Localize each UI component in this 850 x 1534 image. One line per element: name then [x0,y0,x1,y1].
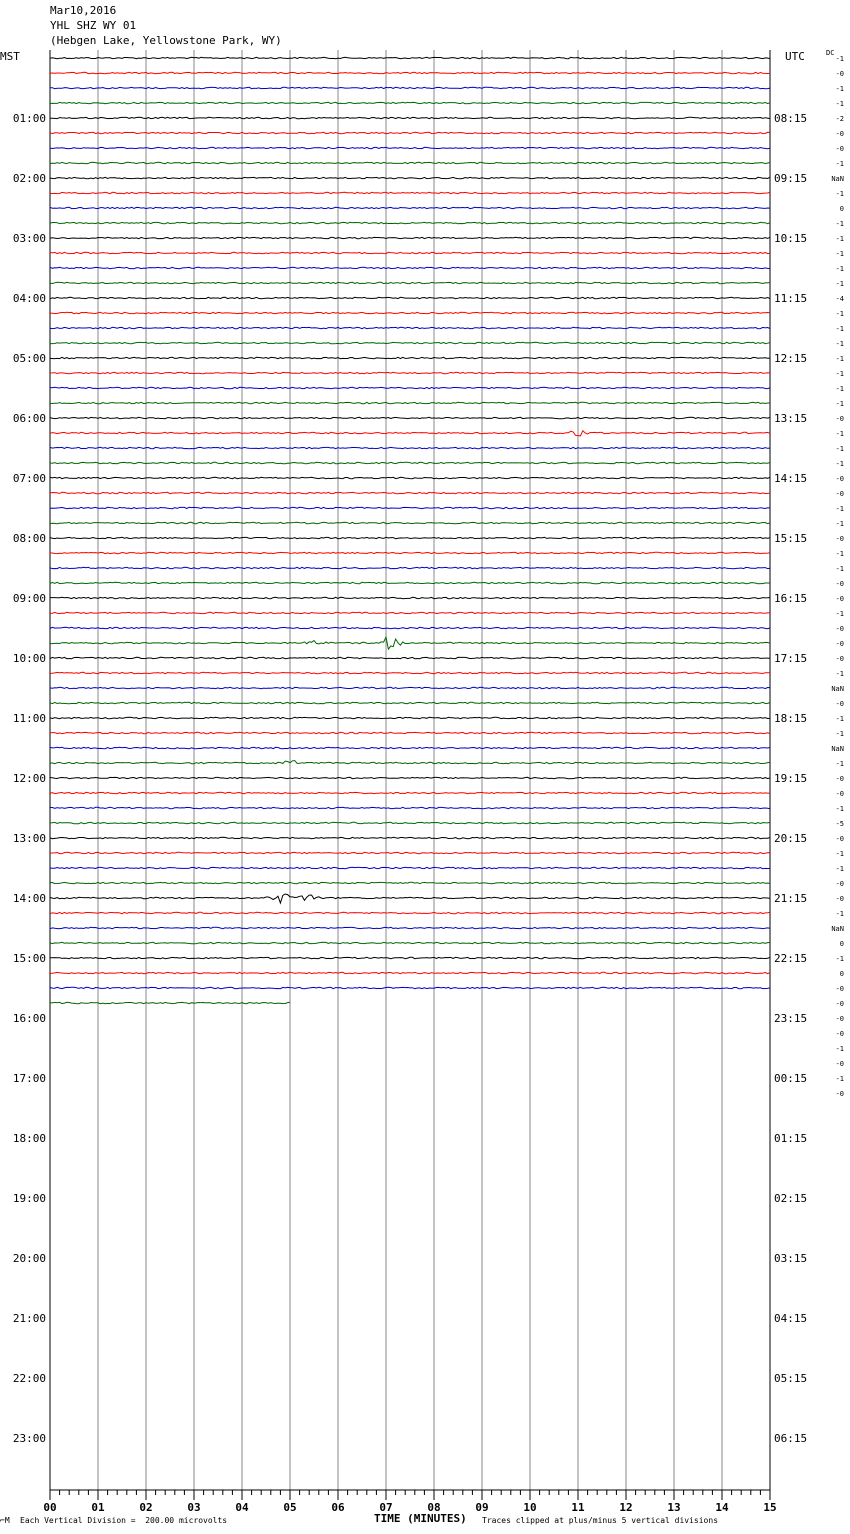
trace-line [50,552,770,553]
dc-offset-value: -0 [835,625,844,633]
utc-hour-label: 17:15 [774,652,808,665]
trace-line [50,522,770,523]
dc-offset-value: -0 [835,1090,844,1098]
plot-date: Mar10,2016 [50,4,117,17]
mst-hour-label: 13:00 [12,832,46,845]
x-tick-label: 14 [715,1501,729,1514]
trace-line [50,372,770,373]
dc-offset-value: -1 [835,460,844,468]
trace-line [50,927,770,928]
utc-hour-label: 03:15 [774,1252,808,1265]
dc-offset-value: -0 [835,535,844,543]
trace-line [50,942,770,943]
dc-offset-value: -1 [835,385,844,393]
utc-hour-label: 13:15 [774,412,808,425]
seismic-traces [50,57,770,1003]
dc-offset-value: -0 [835,775,844,783]
x-tick-label: 01 [91,1501,105,1514]
x-tick-label: 03 [187,1501,201,1514]
trace-line [50,132,770,133]
trace-line [50,1002,290,1003]
dc-offset-value: -1 [835,100,844,108]
x-tick-label: 06 [331,1501,345,1514]
x-tick-label: 08 [427,1501,441,1514]
trace-line [50,882,770,883]
trace-line [50,431,770,436]
dc-header-label: DC [826,49,835,57]
dc-offset-value: -0 [835,1030,844,1038]
dc-offset-value: -1 [835,1045,844,1053]
trace-line [50,792,770,793]
utc-hour-label: 12:15 [774,352,808,365]
trace-line [50,852,770,853]
mst-hour-label: 01:00 [12,112,46,125]
dc-offset-labels [831,55,844,1098]
trace-line [50,147,770,148]
trace-line [50,327,770,328]
trace-line [50,177,770,178]
mst-hour-label: 10:00 [12,652,46,665]
trace-line [50,357,770,358]
mst-hour-label: 08:00 [12,532,46,545]
utc-hour-label: 06:15 [774,1432,808,1445]
trace-line [50,987,770,988]
utc-hour-label: 08:15 [774,112,808,125]
dc-offset-value: -1 [835,520,844,528]
trace-line [50,162,770,163]
dc-offset-value: -0 [835,70,844,78]
trace-line [50,637,770,649]
dc-offset-value: -1 [835,340,844,348]
trace-line [50,837,770,838]
trace-line [50,777,770,778]
mst-hour-label: 06:00 [12,412,46,425]
utc-hour-label: 22:15 [774,952,808,965]
trace-line [50,717,770,718]
mst-hour-label: 14:00 [12,892,46,905]
left-timezone-label: MST [0,50,20,63]
time-axis [43,1490,776,1514]
x-tick-label: 07 [379,1501,393,1514]
trace-line [50,822,770,823]
trace-line [50,312,770,313]
dc-offset-value: -1 [835,85,844,93]
dc-offset-value: -1 [835,220,844,228]
minute-gridlines [50,50,770,1490]
utc-hour-label: 14:15 [774,472,808,485]
dc-offset-value: -0 [835,145,844,153]
utc-hour-label: 09:15 [774,172,808,185]
dc-offset-value: -1 [835,400,844,408]
trace-line [50,567,770,568]
trace-line [50,672,770,673]
utc-hour-label: 19:15 [774,772,808,785]
dc-offset-value: -1 [835,325,844,333]
dc-offset-value: -1 [835,670,844,678]
dc-offset-value: 0 [839,205,844,213]
trace-line [50,72,770,73]
dc-offset-value: -0 [835,985,844,993]
mst-hour-label: 02:00 [12,172,46,185]
dc-offset-value: -0 [835,835,844,843]
dc-offset-value: -1 [835,565,844,573]
x-tick-label: 10 [523,1501,537,1514]
dc-offset-value: -1 [835,190,844,198]
trace-line [50,582,770,583]
trace-line [50,687,770,688]
dc-offset-value: -1 [835,280,844,288]
trace-line [50,342,770,343]
dc-offset-value: -4 [835,295,844,303]
mst-hour-label: 04:00 [12,292,46,305]
dc-offset-value: -1 [835,850,844,858]
dc-offset-value: -0 [835,880,844,888]
dc-offset-value: -1 [835,505,844,513]
x-tick-label: 05 [283,1501,297,1514]
trace-line [50,492,770,493]
x-tick-label: 04 [235,1501,249,1514]
utc-hour-label: 02:15 [774,1192,808,1205]
dc-offset-value: -0 [835,580,844,588]
trace-line [50,867,770,868]
dc-offset-value: -0 [835,700,844,708]
dc-offset-value: -0 [835,640,844,648]
x-tick-label: 12 [619,1501,633,1514]
dc-offset-value: -2 [835,115,844,123]
mst-hour-label: 23:00 [12,1432,46,1445]
dc-offset-value: NaN [831,685,844,693]
x-tick-label: 11 [571,1501,585,1514]
dc-offset-value: -1 [835,865,844,873]
trace-line [50,102,770,103]
trace-line [50,57,770,58]
dc-offset-value: -1 [835,910,844,918]
dc-offset-value: -0 [835,1060,844,1068]
dc-offset-value: -0 [835,895,844,903]
x-tick-label: 15 [763,1501,777,1514]
trace-line [50,894,770,903]
trace-line [50,417,770,418]
trace-line [50,192,770,193]
trace-line [50,807,770,808]
dc-offset-value: -1 [835,730,844,738]
x-tick-label: 02 [139,1501,153,1514]
dc-offset-value: -1 [835,55,844,63]
trace-line [50,912,770,913]
dc-offset-value: -1 [835,550,844,558]
dc-offset-value: -1 [835,805,844,813]
station-code: YHL SHZ WY 01 [50,19,137,32]
mst-hour-label: 21:00 [12,1312,46,1325]
dc-offset-value: -1 [835,235,844,243]
corner-mark: ⌐M [0,1516,10,1525]
mst-hour-label: 22:00 [12,1372,46,1385]
dc-offset-value: -1 [835,160,844,168]
trace-line [50,237,770,238]
dc-offset-value: -1 [835,250,844,258]
mst-hour-label: 11:00 [12,712,46,725]
dc-offset-value: -0 [835,130,844,138]
trace-line [50,252,770,253]
trace-line [50,702,770,703]
trace-line [50,222,770,223]
utc-hour-label: 15:15 [774,532,808,545]
trace-line [50,402,770,403]
dc-offset-value: -1 [835,715,844,723]
x-tick-label: 00 [43,1501,57,1514]
trace-line [50,761,770,764]
mst-hour-label: 03:00 [12,232,46,245]
trace-line [50,537,770,538]
dc-offset-value: -1 [835,355,844,363]
trace-line [50,972,770,973]
dc-offset-value: NaN [831,745,844,753]
trace-line [50,447,770,448]
utc-hour-label: 11:15 [774,292,808,305]
trace-line [50,957,770,958]
trace-line [50,612,770,613]
dc-offset-value: -1 [835,610,844,618]
x-tick-label: 13 [667,1501,681,1514]
trace-line [50,627,770,628]
mst-hour-label: 18:00 [12,1132,46,1145]
mst-hour-label: 09:00 [12,592,46,605]
trace-line [50,297,770,298]
right-timezone-label: UTC [785,50,805,63]
dc-offset-value: NaN [831,925,844,933]
utc-hour-label: 05:15 [774,1372,808,1385]
dc-offset-value: -1 [835,370,844,378]
mst-hour-label: 12:00 [12,772,46,785]
dc-offset-value: -0 [835,475,844,483]
dc-offset-value: -1 [835,310,844,318]
dc-offset-value: -1 [835,430,844,438]
utc-hour-label: 00:15 [774,1072,808,1085]
mst-hour-label: 07:00 [12,472,46,485]
trace-line [50,282,770,283]
dc-offset-value: -1 [835,955,844,963]
trace-line [50,117,770,118]
trace-line [50,732,770,733]
trace-line [50,207,770,208]
dc-offset-value: -0 [835,595,844,603]
mst-hour-label: 16:00 [12,1012,46,1025]
dc-offset-value: 0 [839,940,844,948]
utc-hour-label: 18:15 [774,712,808,725]
dc-offset-value: -1 [835,445,844,453]
dc-offset-value: -0 [835,1000,844,1008]
trace-line [50,387,770,388]
x-tick-label: 09 [475,1501,489,1514]
utc-hour-label: 01:15 [774,1132,808,1145]
mst-hour-label: 17:00 [12,1072,46,1085]
utc-hour-label: 20:15 [774,832,808,845]
dc-offset-value: -1 [835,265,844,273]
utc-hour-label: 16:15 [774,592,808,605]
mst-hour-label: 15:00 [12,952,46,965]
station-location: (Hebgen Lake, Yellowstone Park, WY) [50,34,282,47]
mst-hour-label: 20:00 [12,1252,46,1265]
x-axis-title: TIME (MINUTES) [374,1512,467,1525]
trace-line [50,597,770,598]
trace-line [50,747,770,748]
trace-line [50,462,770,463]
dc-offset-value: -0 [835,655,844,663]
mst-hour-label: 19:00 [12,1192,46,1205]
utc-hour-label: 23:15 [774,1012,808,1025]
trace-line [50,87,770,88]
dc-offset-value: NaN [831,175,844,183]
dc-offset-value: 0 [839,970,844,978]
utc-hour-label: 21:15 [774,892,808,905]
trace-line [50,507,770,508]
dc-offset-value: -0 [835,415,844,423]
dc-offset-value: -1 [835,1075,844,1083]
clip-note: Traces clipped at plus/minus 5 vertical divisions [482,1516,719,1525]
utc-hour-label: 04:15 [774,1312,808,1325]
dc-offset-value: -0 [835,790,844,798]
mst-hour-label: 05:00 [12,352,46,365]
dc-offset-value: -1 [835,760,844,768]
utc-hour-label: 10:15 [774,232,808,245]
trace-line [50,477,770,478]
dc-offset-value: -0 [835,1015,844,1023]
trace-line [50,657,770,658]
dc-offset-value: -0 [835,490,844,498]
dc-offset-value: -5 [835,820,844,828]
division-note: Each Vertical Division = 200.00 microvolts [20,1516,228,1525]
trace-line [50,267,770,268]
